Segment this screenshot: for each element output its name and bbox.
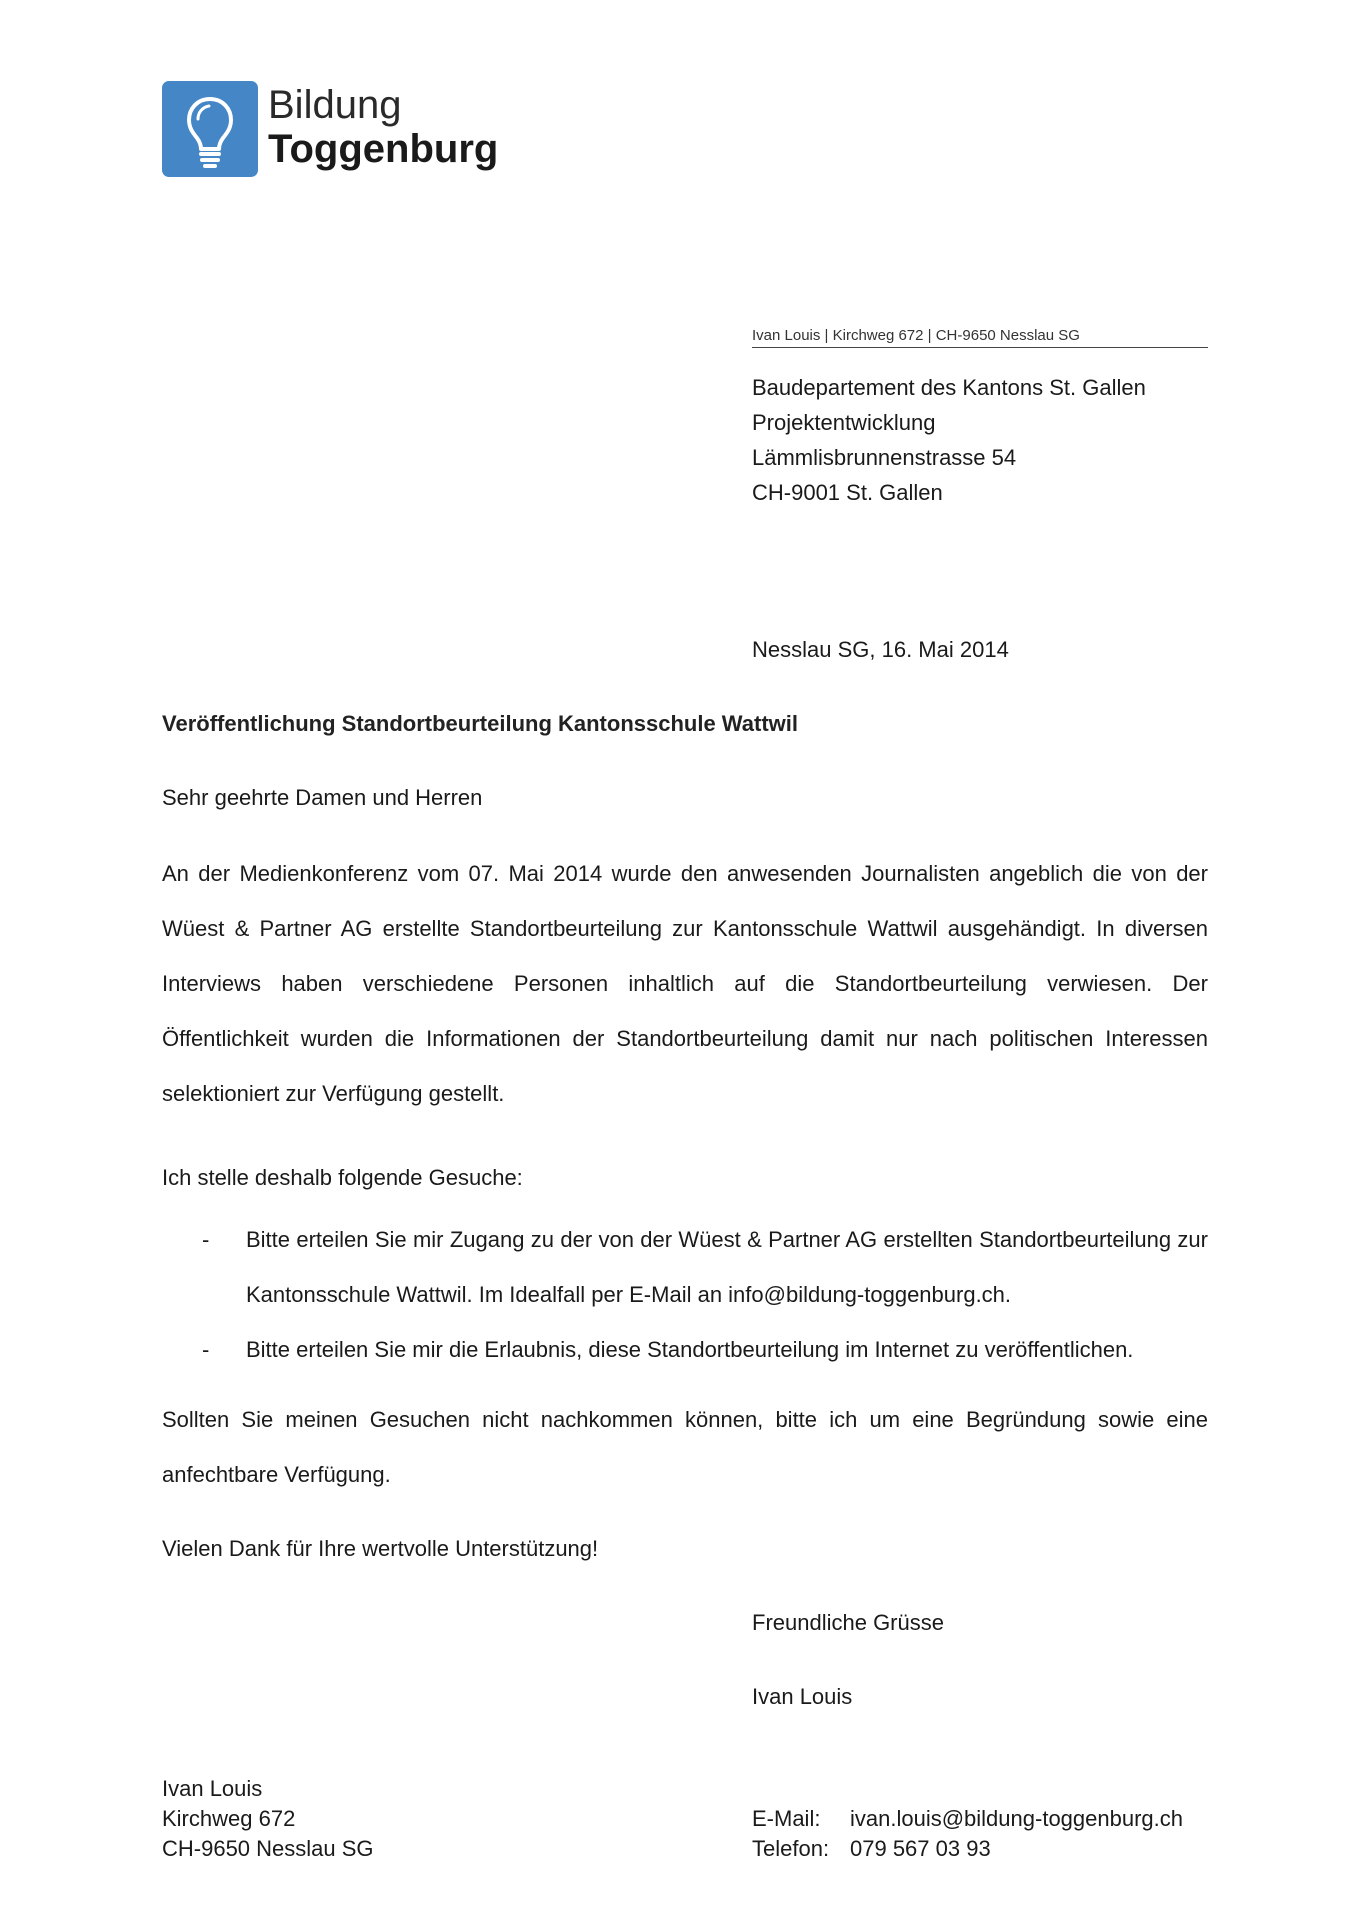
thanks-line: Vielen Dank für Ihre wertvolle Unterstützung! — [162, 1536, 599, 1561]
list-item-text: Bitte erteilen Sie mir die Erlaubnis, diese Standortbeurteilung im Internet zu veröffentlichen. — [246, 1337, 1134, 1362]
recipient-line: CH-9001 St. Gallen — [752, 480, 943, 505]
signature-name: Ivan Louis — [752, 1684, 853, 1709]
phone-label: Telefon: — [752, 1836, 830, 1861]
sender-return-address: Ivan Louis | Kirchweg 672 | CH-9650 Nesslau SG — [752, 327, 1208, 348]
recipient-line: Projektentwicklung — [752, 410, 936, 435]
list-dash: - — [202, 1337, 210, 1362]
logo-title-line1: Bildung — [268, 83, 402, 127]
footer-email-row — [752, 1804, 1183, 1834]
recipient-address — [752, 370, 1146, 510]
list-dash: - — [202, 1227, 210, 1252]
list-item — [162, 1322, 1208, 1377]
footer-address-line: Ivan Louis — [162, 1776, 263, 1801]
recipient-line: Baudepartement des Kantons St. Gallen — [752, 375, 1146, 400]
phone-value: 079 567 03 93 — [850, 1836, 991, 1861]
email-label: E-Mail: — [752, 1806, 821, 1831]
body-paragraph: Ich stelle deshalb folgende Gesuche: — [162, 1165, 523, 1190]
body-paragraph: Sollten Sie meinen Gesuchen nicht nachkommen können, bitte ich um eine Begründung sowie eine anfechtbare Verfügung. — [162, 1407, 1208, 1487]
letter-subject: Veröffentlichung Standortbeurteilung Kantonsschule Wattwil — [162, 711, 798, 736]
body-paragraph: An der Medienkonferenz vom 07. Mai 2014 wurde den anwesenden Journalisten angeblich die von der Wüest & Partner AG erstellte Standortbeurteilung zur Kantonsschule Wattwil ausgehändigt. In diversen Interviews haben verschiedene Personen inhaltlich auf die Standortbeurteilung verwiesen. Der Öffentlichkeit wurden die Informationen der Standortbeurteilung damit nur nach politischen Interessen selektioniert zur Verfügung gestellt. — [162, 861, 1208, 1106]
footer-address — [162, 1774, 374, 1864]
lightbulb-icon — [162, 81, 258, 177]
list-item — [162, 1212, 1208, 1322]
email-value: ivan.louis@bildung-toggenburg.ch — [850, 1806, 1183, 1831]
footer-address-line: Kirchweg 672 — [162, 1806, 296, 1831]
salutation: Sehr geehrte Damen und Herren — [162, 785, 483, 810]
closing: Freundliche Grüsse — [752, 1610, 944, 1635]
request-list — [162, 1212, 1208, 1377]
footer-contact — [752, 1804, 1183, 1864]
letter-date: Nesslau SG, 16. Mai 2014 — [752, 637, 1009, 662]
logo-title-line2: Toggenburg — [268, 127, 499, 171]
footer-phone-row — [752, 1834, 1183, 1864]
logo — [162, 81, 602, 181]
footer-address-line: CH-9650 Nesslau SG — [162, 1836, 374, 1861]
recipient-line: Lämmlisbrunnenstrasse 54 — [752, 445, 1017, 470]
list-item-text: Bitte erteilen Sie mir Zugang zu der von der Wüest & Partner AG erstellten Standortbeurteilung zur Kantonsschule Wattwil. Im Idealfall per E-Mail an info@bildung-toggenburg.ch. — [246, 1227, 1208, 1307]
